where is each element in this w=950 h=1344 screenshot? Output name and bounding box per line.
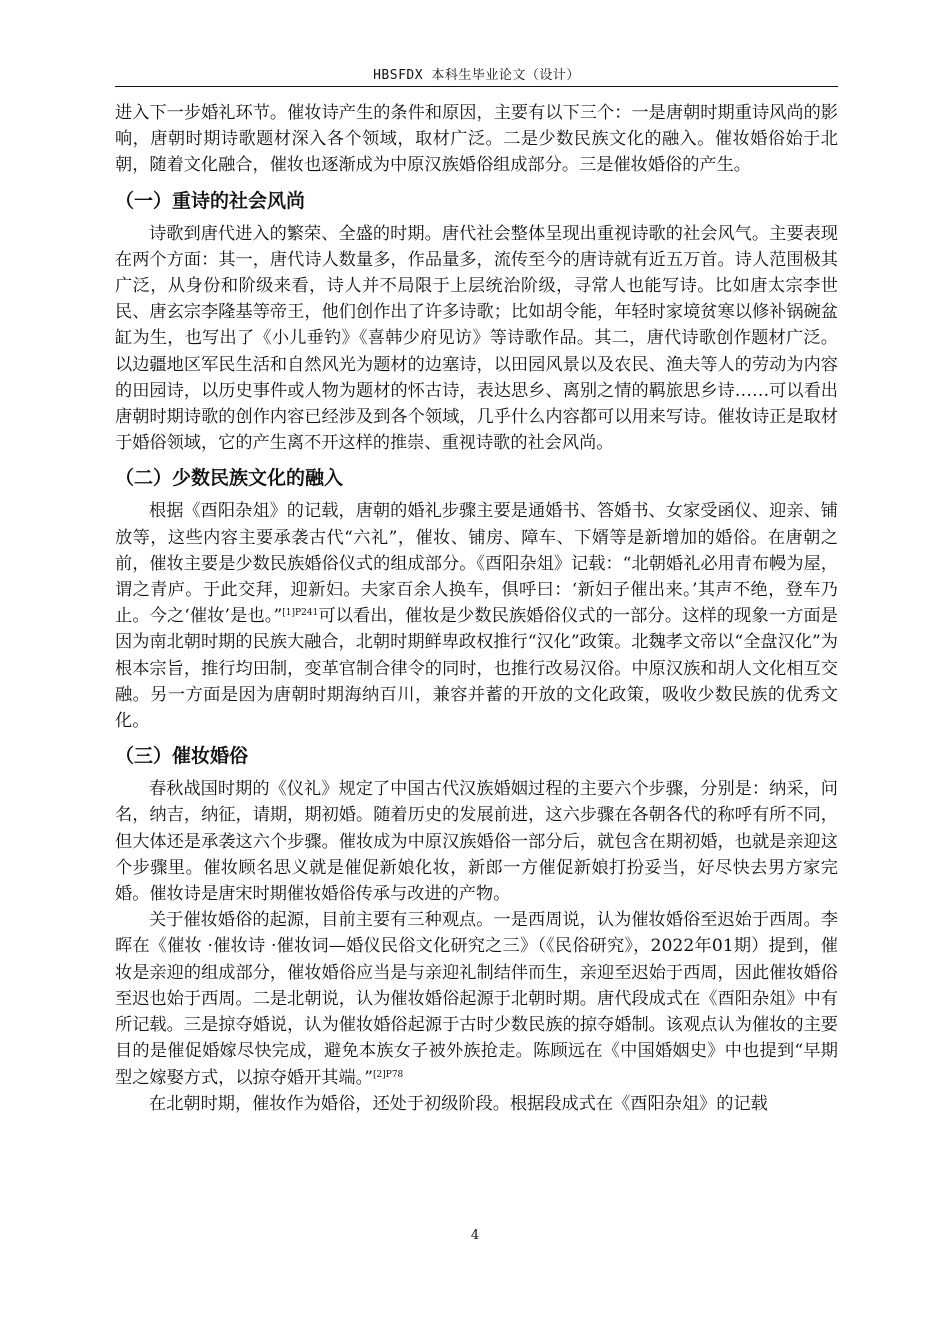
paragraph-text: 可以看出，催妆是少数民族婚俗仪式的一部分。这样的现象一方面是因为南北朝时期的民族大融合，北朝时期鲜卑政权推行“汉化”政策。北魏孝文帝以“全盘汉化”为根本宗旨，推行均田制，变革官制合律令的同时，也推行改易汉俗。中原汉族和胡人文化相互交融。另一方面是因为唐朝时期海纳百川，兼容并蓄的开放的文化政策，吸收少数民族的优秀文化。: [115, 606, 838, 732]
paragraph: 春秋战国时期的《仪礼》规定了中国古代汉族婚姻过程的主要六个步骤，分别是：纳采，问名，纳吉，纳征，请期，期初婚。随着历史的发展前进，这六步骤在各朝各代的称呼有所不同，但大体还是承袭这六个步骤。催妆成为中原汉族婚俗一部分后，就包含在期初婚，也就是亲迎这个步骤里。催妆顾名思义就是催促新娘化妆，新郎一方催促新娘打扮妥当，好尽快去男方家完婚。催妆诗是唐宋时期催妆婚俗传承与改进的产物。: [115, 779, 838, 905]
page-header: HBSFDX 本科生毕业论文（设计）: [373, 68, 580, 83]
paragraph: [115, 907, 838, 1090]
page-number: 4: [470, 1228, 480, 1243]
document-body: [115, 100, 838, 1117]
section-heading: （二）少数民族文化的融入: [115, 467, 344, 490]
section-heading: （三）催妆婚俗: [115, 745, 249, 768]
paragraph: 诗歌到唐代进入的繁荣、全盛的时期。唐代社会整体呈现出重视诗歌的社会风气。主要表现在两个方面：其一，唐代诗人数量多，作品量多，流传至今的唐诗就有近五万首。诗人范围极其广泛，从身份和阶级来看，诗人并不局限于上层统治阶级，寻常人也能写诗。比如唐太宗李世民、唐玄宗李隆基等帝王，他们创作出了许多诗歌；比如胡令能，年轻时家境贫寒以修补锅碗盆缸为生，也写出了《小儿垂钓》《喜韩少府见访》等诗歌作品。其二，唐代诗歌创作题材广泛。以边疆地区军民生活和自然风光为题材的边塞诗，以田园风景以及农民、渔夫等人的劳动为内容的田园诗，以历史事件或人物为题材的怀古诗，表达思乡、离别之情的羁旅思乡诗……可以看出唐朝时期诗歌的创作内容已经涉及到各个领域，几乎什么内容都可以用来写诗。催妆诗正是取材于婚俗领域，它的产生离不开这样的推崇、重视诗歌的社会风尚。: [115, 223, 838, 454]
section-heading: （一）重诗的社会风尚: [115, 189, 306, 212]
header-divider: [115, 86, 838, 87]
paragraph: [115, 498, 838, 734]
paragraph: 在北朝时期，催妆作为婚俗，还处于初级阶段。根据段成式在《酉阳杂俎》的记载: [149, 1093, 768, 1114]
paragraph: 进入下一步婚礼环节。催妆诗产生的条件和原因，主要有以下三个：一是唐朝时期重诗风尚的影响，唐朝时期诗歌题材深入各个领域，取材广泛。二是少数民族文化的融入。催妆婚俗始于北朝，随着文化融合，催妆也逐渐成为中原汉族婚俗组成部分。三是催妆婚俗的产生。: [115, 103, 838, 176]
paragraph-text: 根据《酉阳杂俎》的记载，唐朝的婚礼步骤主要是通婚书、答婚书、女家受函仪、迎亲、铺放等，这些内容主要承袭古代“六礼”，催妆、铺房、障车、下婿等是新增加的婚俗。在唐朝之前，催妆主要是少数民族婚俗仪式的组成部分。《酉阳杂俎》记载：“北朝婚礼必用青布幔为屋，谓之青庐。于此交拜，迎新妇。夫家百余人换车，俱呼曰：‘新妇子催出来。’其声不绝，登车乃止。今之‘催妆’是也。”: [115, 501, 838, 627]
citation: [1]P241: [282, 608, 319, 619]
citation: [2]P78: [373, 1069, 404, 1080]
paragraph-text: 关于催妆婚俗的起源，目前主要有三种观点。一是西周说，认为催妆婚俗至迟始于西周。李晖在《催妆 ·催妆诗 ·催妆词—婚仪民俗文化研究之三》（《民俗研究》，2022年01期）提到，催妆是亲迎的组成部分，催妆婚俗应当是与亲迎礼制结伴而生，亲迎至迟始于西周，因此催妆婚俗至迟也始于西周。二是北朝说，认为催妆婚俗起源于北朝时期。唐代段成式在《酉阳杂俎》中有所记载。三是掠夺婚说，认为催妆婚俗起源于古时少数民族的掠夺婚制。该观点认为催妆的主要目的是催促婚嫁尽快完成，避免本族女子被外族抢走。陈顾远在《中国婚姻史》中也提到“早期型之嫁娶方式，以掠夺婚开其端。”: [115, 910, 838, 1088]
